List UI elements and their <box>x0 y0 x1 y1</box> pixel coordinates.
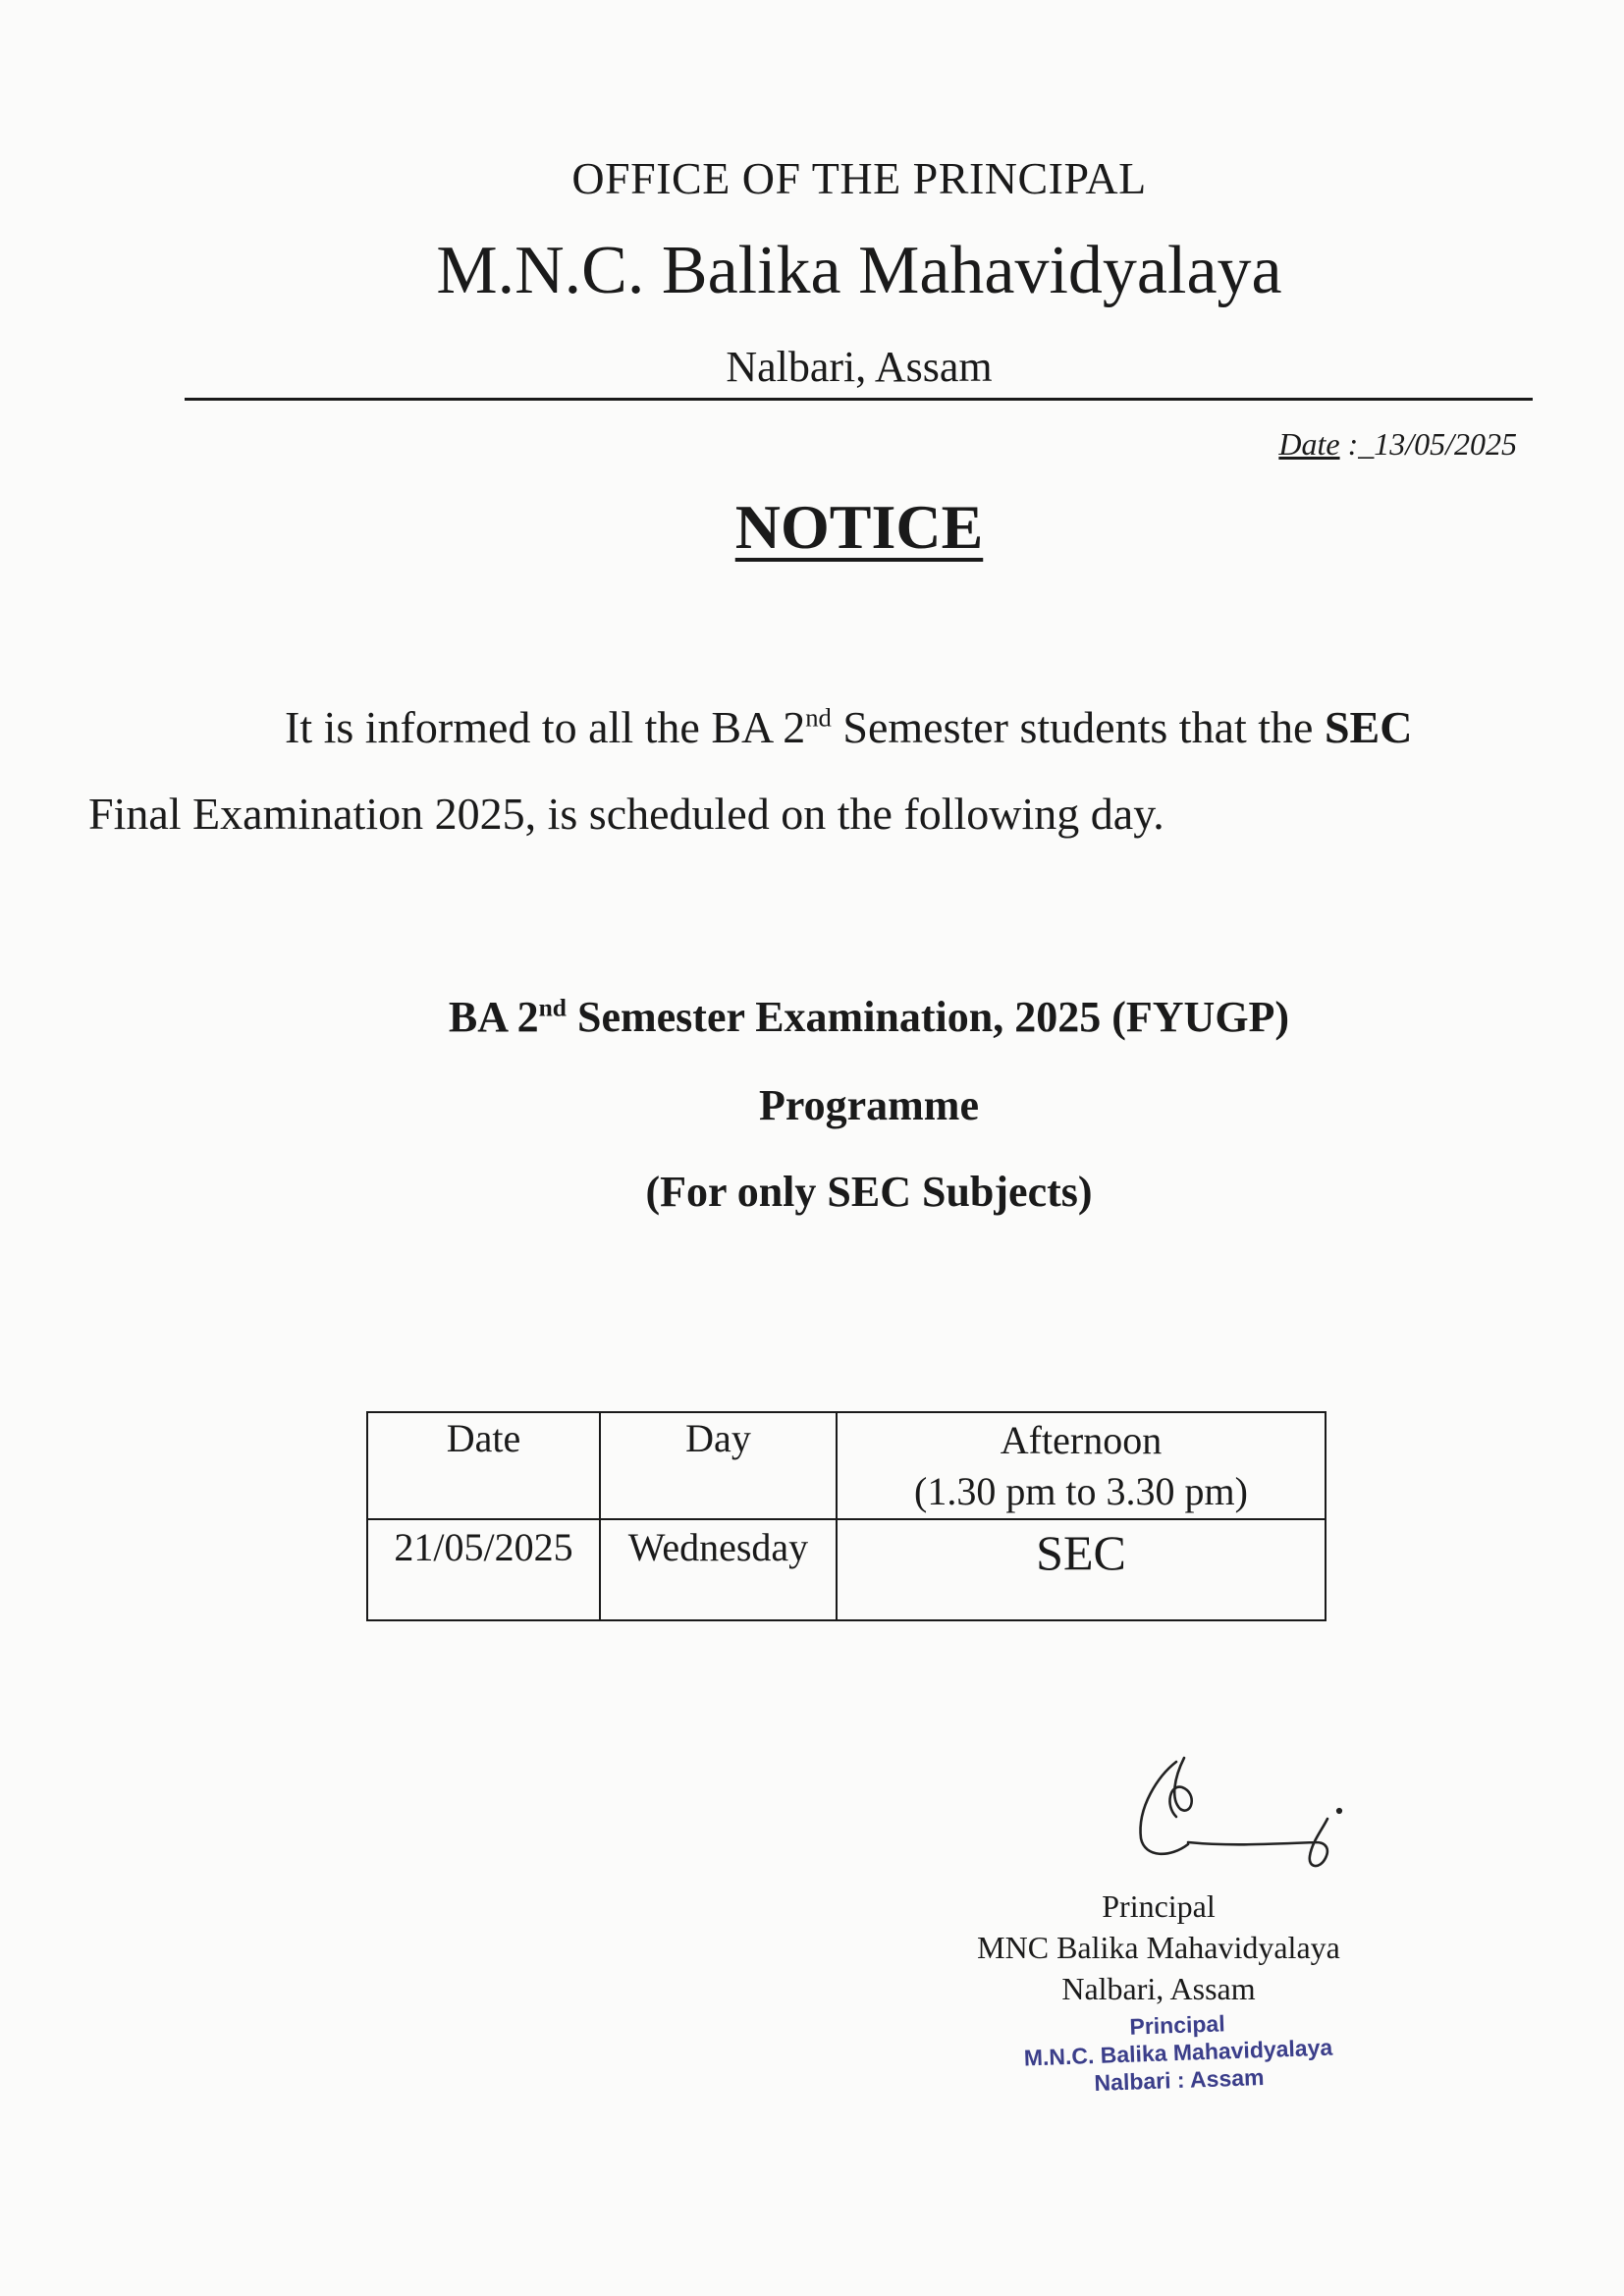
column-header-day: Day <box>600 1412 837 1519</box>
office-heading: OFFICE OF THE PRINCIPAL <box>571 153 1147 203</box>
body-text: Final Examination 2025, is scheduled on the following day. <box>88 789 1164 839</box>
programme-ordinal: nd <box>538 993 567 1022</box>
signatory-block <box>923 1886 1394 2009</box>
notice-body <box>88 684 1542 857</box>
principal-signature <box>1119 1748 1375 1886</box>
signatory-college: MNC Balika Mahavidyalaya <box>977 1930 1340 1965</box>
afternoon-time: (1.30 pm to 3.30 pm) <box>914 1469 1248 1513</box>
body-emphasis: SEC <box>1324 702 1413 752</box>
signatory-place: Nalbari, Assam <box>1061 1971 1256 2006</box>
header-divider <box>185 398 1533 401</box>
body-text: It is informed to all the BA 2 <box>285 702 806 752</box>
afternoon-label: Afternoon <box>1000 1418 1163 1462</box>
exam-schedule-table <box>366 1411 1326 1621</box>
table-row <box>367 1519 1326 1620</box>
column-header-afternoon <box>837 1412 1326 1519</box>
programme-text: Semester Examination, 2025 (FYUGP) <box>566 993 1290 1041</box>
date-separator: :_ <box>1339 426 1375 462</box>
notice-date <box>1178 426 1517 463</box>
programme-subheading: Programme <box>759 1081 979 1129</box>
stamp-place: Nalbari : Assam <box>1094 2063 1265 2096</box>
notice-title-text: NOTICE <box>734 492 984 562</box>
programme-heading <box>0 992 1624 1042</box>
programme-scope: (For only SEC Subjects) <box>645 1168 1093 1216</box>
cell-date: 21/05/2025 <box>367 1519 600 1620</box>
programme-text: BA 2 <box>448 993 539 1041</box>
notice-title <box>0 491 1624 564</box>
cell-subject: SEC <box>837 1519 1326 1620</box>
date-value: 13/05/2025 <box>1374 426 1517 462</box>
stamp-college: M.N.C. Balika Mahavidyalaya <box>1023 2034 1333 2071</box>
body-ordinal: nd <box>805 702 832 733</box>
date-label: Date <box>1278 426 1340 462</box>
cell-day: Wednesday <box>600 1519 837 1620</box>
college-location: Nalbari, Assam <box>726 343 993 391</box>
college-name: M.N.C. Balika Mahavidyalaya <box>436 233 1282 308</box>
stamp-title: Principal <box>1129 2010 1226 2040</box>
signatory-title: Principal <box>1102 1888 1216 1924</box>
official-stamp <box>1020 2005 1337 2099</box>
body-text: Semester students that the <box>831 702 1325 752</box>
column-header-date: Date <box>367 1412 600 1519</box>
table-header-row <box>367 1412 1326 1519</box>
